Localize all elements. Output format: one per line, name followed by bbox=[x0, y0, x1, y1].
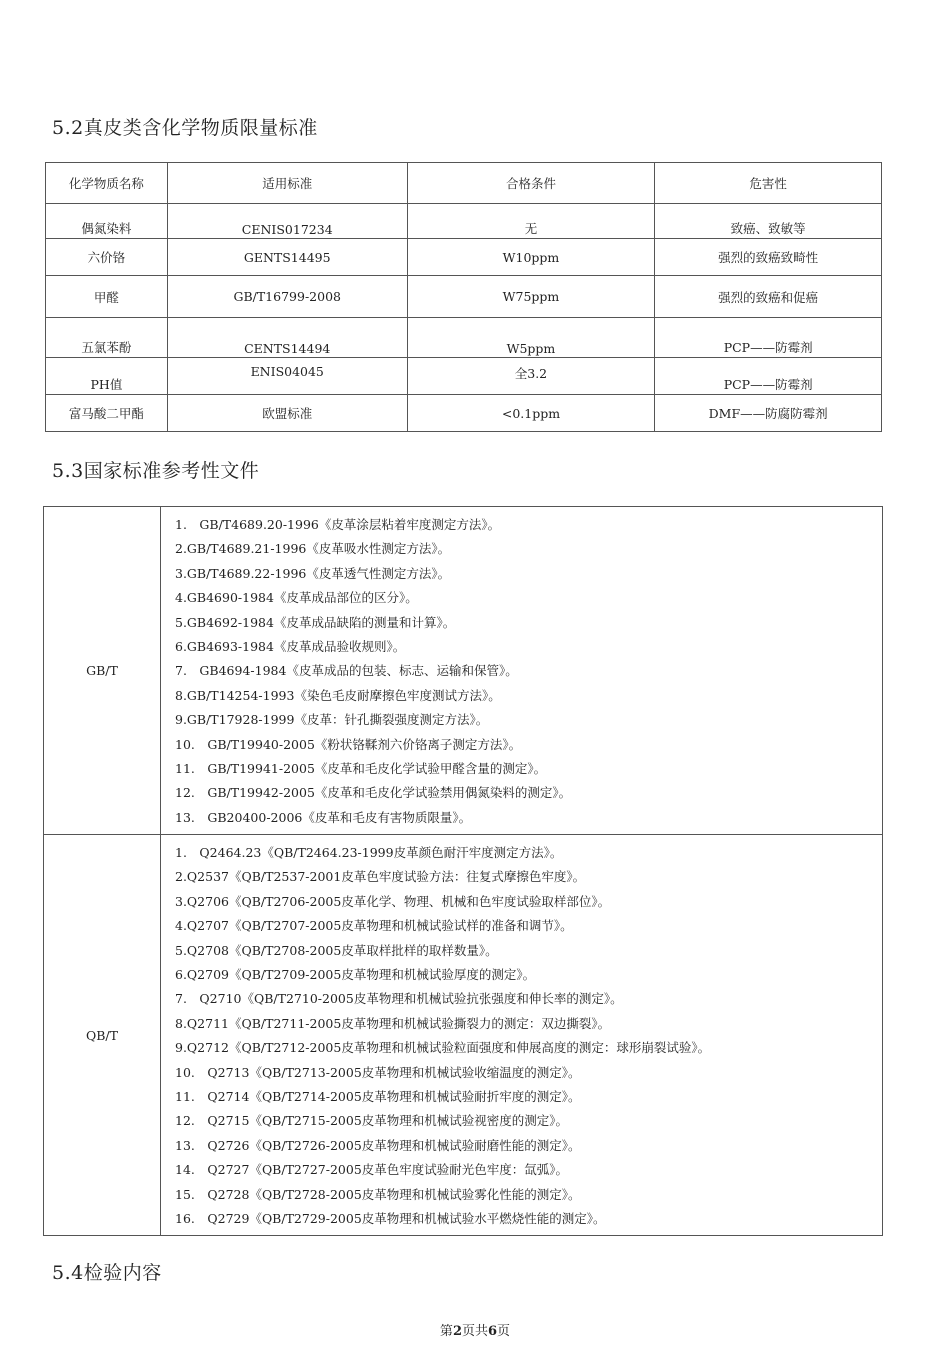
list-item: 9.GB/T17928-1999《皮革：针孔撕裂强度测定方法》。 bbox=[175, 712, 489, 728]
list-item: 11. GB/T19941-2005《皮革和毛皮化学试验甲醛含量的测定》。 bbox=[175, 760, 547, 776]
table-row bbox=[46, 358, 882, 395]
list-item: 7. Q2710《QB/T2710-2005皮革物理和机械试验抗张强度和伸长率的测定》。 bbox=[175, 991, 623, 1007]
qbt-standards-list bbox=[161, 835, 883, 1236]
list-item: 13. Q2726《QB/T2726-2005皮革物理和机械试验耐磨性能的测定》。 bbox=[175, 1137, 581, 1153]
table-row bbox=[46, 318, 882, 358]
list-item: 10. GB/T19940-2005《粉状铬鞣剂六价铬离子测定方法》。 bbox=[175, 736, 522, 752]
list-item: 16. Q2729《QB/T2729-2005皮革物理和机械试验水平燃烧性能的测定》。 bbox=[175, 1210, 606, 1226]
list-item: 2.GB/T4689.21-1996《皮革吸水性测定方法》。 bbox=[175, 541, 451, 557]
list-item: 15. Q2728《QB/T2728-2005皮革物理和机械试验雾化性能的测定》。 bbox=[175, 1186, 581, 1202]
list-item: 3.GB/T4689.22-1996《皮革透气性测定方法》。 bbox=[175, 565, 451, 581]
table-row bbox=[46, 276, 882, 318]
list-item: 3.Q2706《QB/T2706-2005皮革化学、物理、机械和色牢度试验取样部位》。 bbox=[175, 893, 611, 909]
page-footer bbox=[0, 1320, 950, 1339]
section-5-3-title: 5.3国家标准参考性文件 bbox=[52, 460, 260, 482]
list-item: 14. Q2727《QB/T2727-2005皮革色牢度试验耐光色牢度：氙弧》。 bbox=[175, 1162, 569, 1178]
gbt-standards-list bbox=[161, 507, 883, 835]
list-item: 13. GB20400-2006《皮革和毛皮有害物质限量》。 bbox=[175, 809, 472, 825]
section-5-4-title: 5.4检验内容 bbox=[52, 1262, 162, 1284]
cell-condition: 全3.2 bbox=[407, 358, 655, 395]
cell-hazard: 致癌、致敏等 bbox=[655, 204, 882, 239]
cell-chemical-name: 甲醛 bbox=[46, 276, 168, 318]
footer-suffix: 页 bbox=[497, 1324, 511, 1339]
footer-prefix: 第 bbox=[439, 1324, 453, 1339]
header-standard: 适用标准 bbox=[167, 163, 407, 204]
cell-condition: W10ppm bbox=[407, 239, 655, 276]
list-item: 5.Q2708《QB/T2708-2005皮革取样批样的取样数量》。 bbox=[175, 942, 498, 958]
cell-condition: W5ppm bbox=[407, 318, 655, 358]
gbt-category-label: GB/T bbox=[44, 507, 161, 835]
cell-condition: 无 bbox=[407, 204, 655, 239]
list-item: 6.Q2709《QB/T2709-2005皮革物理和机械试验厚度的测定》。 bbox=[175, 967, 536, 983]
cell-chemical-name: 偶氮染料 bbox=[46, 204, 168, 239]
gbt-row bbox=[44, 507, 883, 835]
list-item: 11. Q2714《QB/T2714-2005皮革物理和机械试验耐折牢度的测定》。 bbox=[175, 1088, 581, 1104]
cell-chemical-name: 六价铬 bbox=[46, 239, 168, 276]
cell-condition: W75ppm bbox=[407, 276, 655, 318]
list-item: 1. Q2464.23《QB/T2464.23-1999皮革颜色耐汗牢度测定方法》。 bbox=[175, 845, 563, 861]
cell-standard: GB/T16799-2008 bbox=[167, 276, 407, 318]
list-item: 12. Q2715《QB/T2715-2005皮革物理和机械试验视密度的测定》。 bbox=[175, 1113, 569, 1129]
table-header-row bbox=[46, 163, 882, 204]
cell-standard: CENIS017234 bbox=[167, 204, 407, 239]
table-row bbox=[46, 395, 882, 432]
qbt-category-label: QB/T bbox=[44, 835, 161, 1236]
list-item: 8.GB/T14254-1993《染色毛皮耐摩擦色牢度测试方法》。 bbox=[175, 687, 501, 703]
list-item: 6.GB4693-1984《皮革成品验收规则》。 bbox=[175, 638, 406, 654]
cell-hazard: 强烈的致癌致畸性 bbox=[655, 239, 882, 276]
list-item: 5.GB4692-1984《皮革成品缺陷的测量和计算》。 bbox=[175, 614, 456, 630]
cell-standard: CENTS14494 bbox=[167, 318, 407, 358]
current-page-number: 2 bbox=[452, 1324, 462, 1339]
chemical-limits-table bbox=[45, 162, 882, 432]
list-item: 10. Q2713《QB/T2713-2005皮革物理和机械试验收缩温度的测定》。 bbox=[175, 1064, 581, 1080]
cell-chemical-name: PH值 bbox=[46, 358, 168, 395]
list-item: 8.Q2711《QB/T2711-2005皮革物理和机械试验撕裂力的测定：双边撕裂》。 bbox=[175, 1015, 611, 1031]
cell-hazard: PCP——防霉剂 bbox=[655, 318, 882, 358]
list-item: 2.Q2537《QB/T2537-2001皮革色牢度试验方法：往复式摩擦色牢度》。 bbox=[175, 869, 586, 885]
cell-condition: <0.1ppm bbox=[407, 395, 655, 432]
list-item: 7. GB4694-1984《皮革成品的包装、标志、运输和保管》。 bbox=[175, 663, 518, 679]
section-5-2-title: 5.2真皮类含化学物质限量标准 bbox=[52, 117, 318, 139]
list-item: 1. GB/T4689.20-1996《皮革涂层粘着牢度测定方法》。 bbox=[175, 517, 501, 532]
footer-middle: 页共 bbox=[461, 1324, 488, 1339]
qbt-row bbox=[44, 835, 883, 1236]
cell-chemical-name: 五氯苯酚 bbox=[46, 318, 168, 358]
header-hazard: 危害性 bbox=[655, 163, 882, 204]
list-item: 4.Q2707《QB/T2707-2005皮革物理和机械试验试样的准备和调节》。 bbox=[175, 918, 573, 934]
cell-standard: 欧盟标准 bbox=[167, 395, 407, 432]
cell-standard: ENIS04045 bbox=[167, 358, 407, 395]
list-item: 4.GB4690-1984《皮革成品部位的区分》。 bbox=[175, 590, 418, 606]
reference-standards-table bbox=[43, 506, 883, 1236]
table-row bbox=[46, 239, 882, 276]
header-condition: 合格条件 bbox=[407, 163, 655, 204]
cell-hazard: PCP——防霉剂 bbox=[655, 358, 882, 395]
cell-hazard: DMF——防腐防霉剂 bbox=[655, 395, 882, 432]
total-page-number: 6 bbox=[488, 1324, 498, 1339]
cell-hazard: 强烈的致癌和促癌 bbox=[655, 276, 882, 318]
table-row bbox=[46, 204, 882, 239]
list-item: 9.Q2712《QB/T2712-2005皮革物理和机械试验粒面强度和伸展高度的测定：球形崩裂试验》。 bbox=[175, 1040, 711, 1056]
cell-chemical-name: 富马酸二甲酯 bbox=[46, 395, 168, 432]
list-item: 12. GB/T19942-2005《皮革和毛皮化学试验禁用偶氮染料的测定》。 bbox=[175, 785, 572, 801]
header-chemical-name: 化学物质名称 bbox=[46, 163, 168, 204]
cell-standard: GENTS14495 bbox=[167, 239, 407, 276]
